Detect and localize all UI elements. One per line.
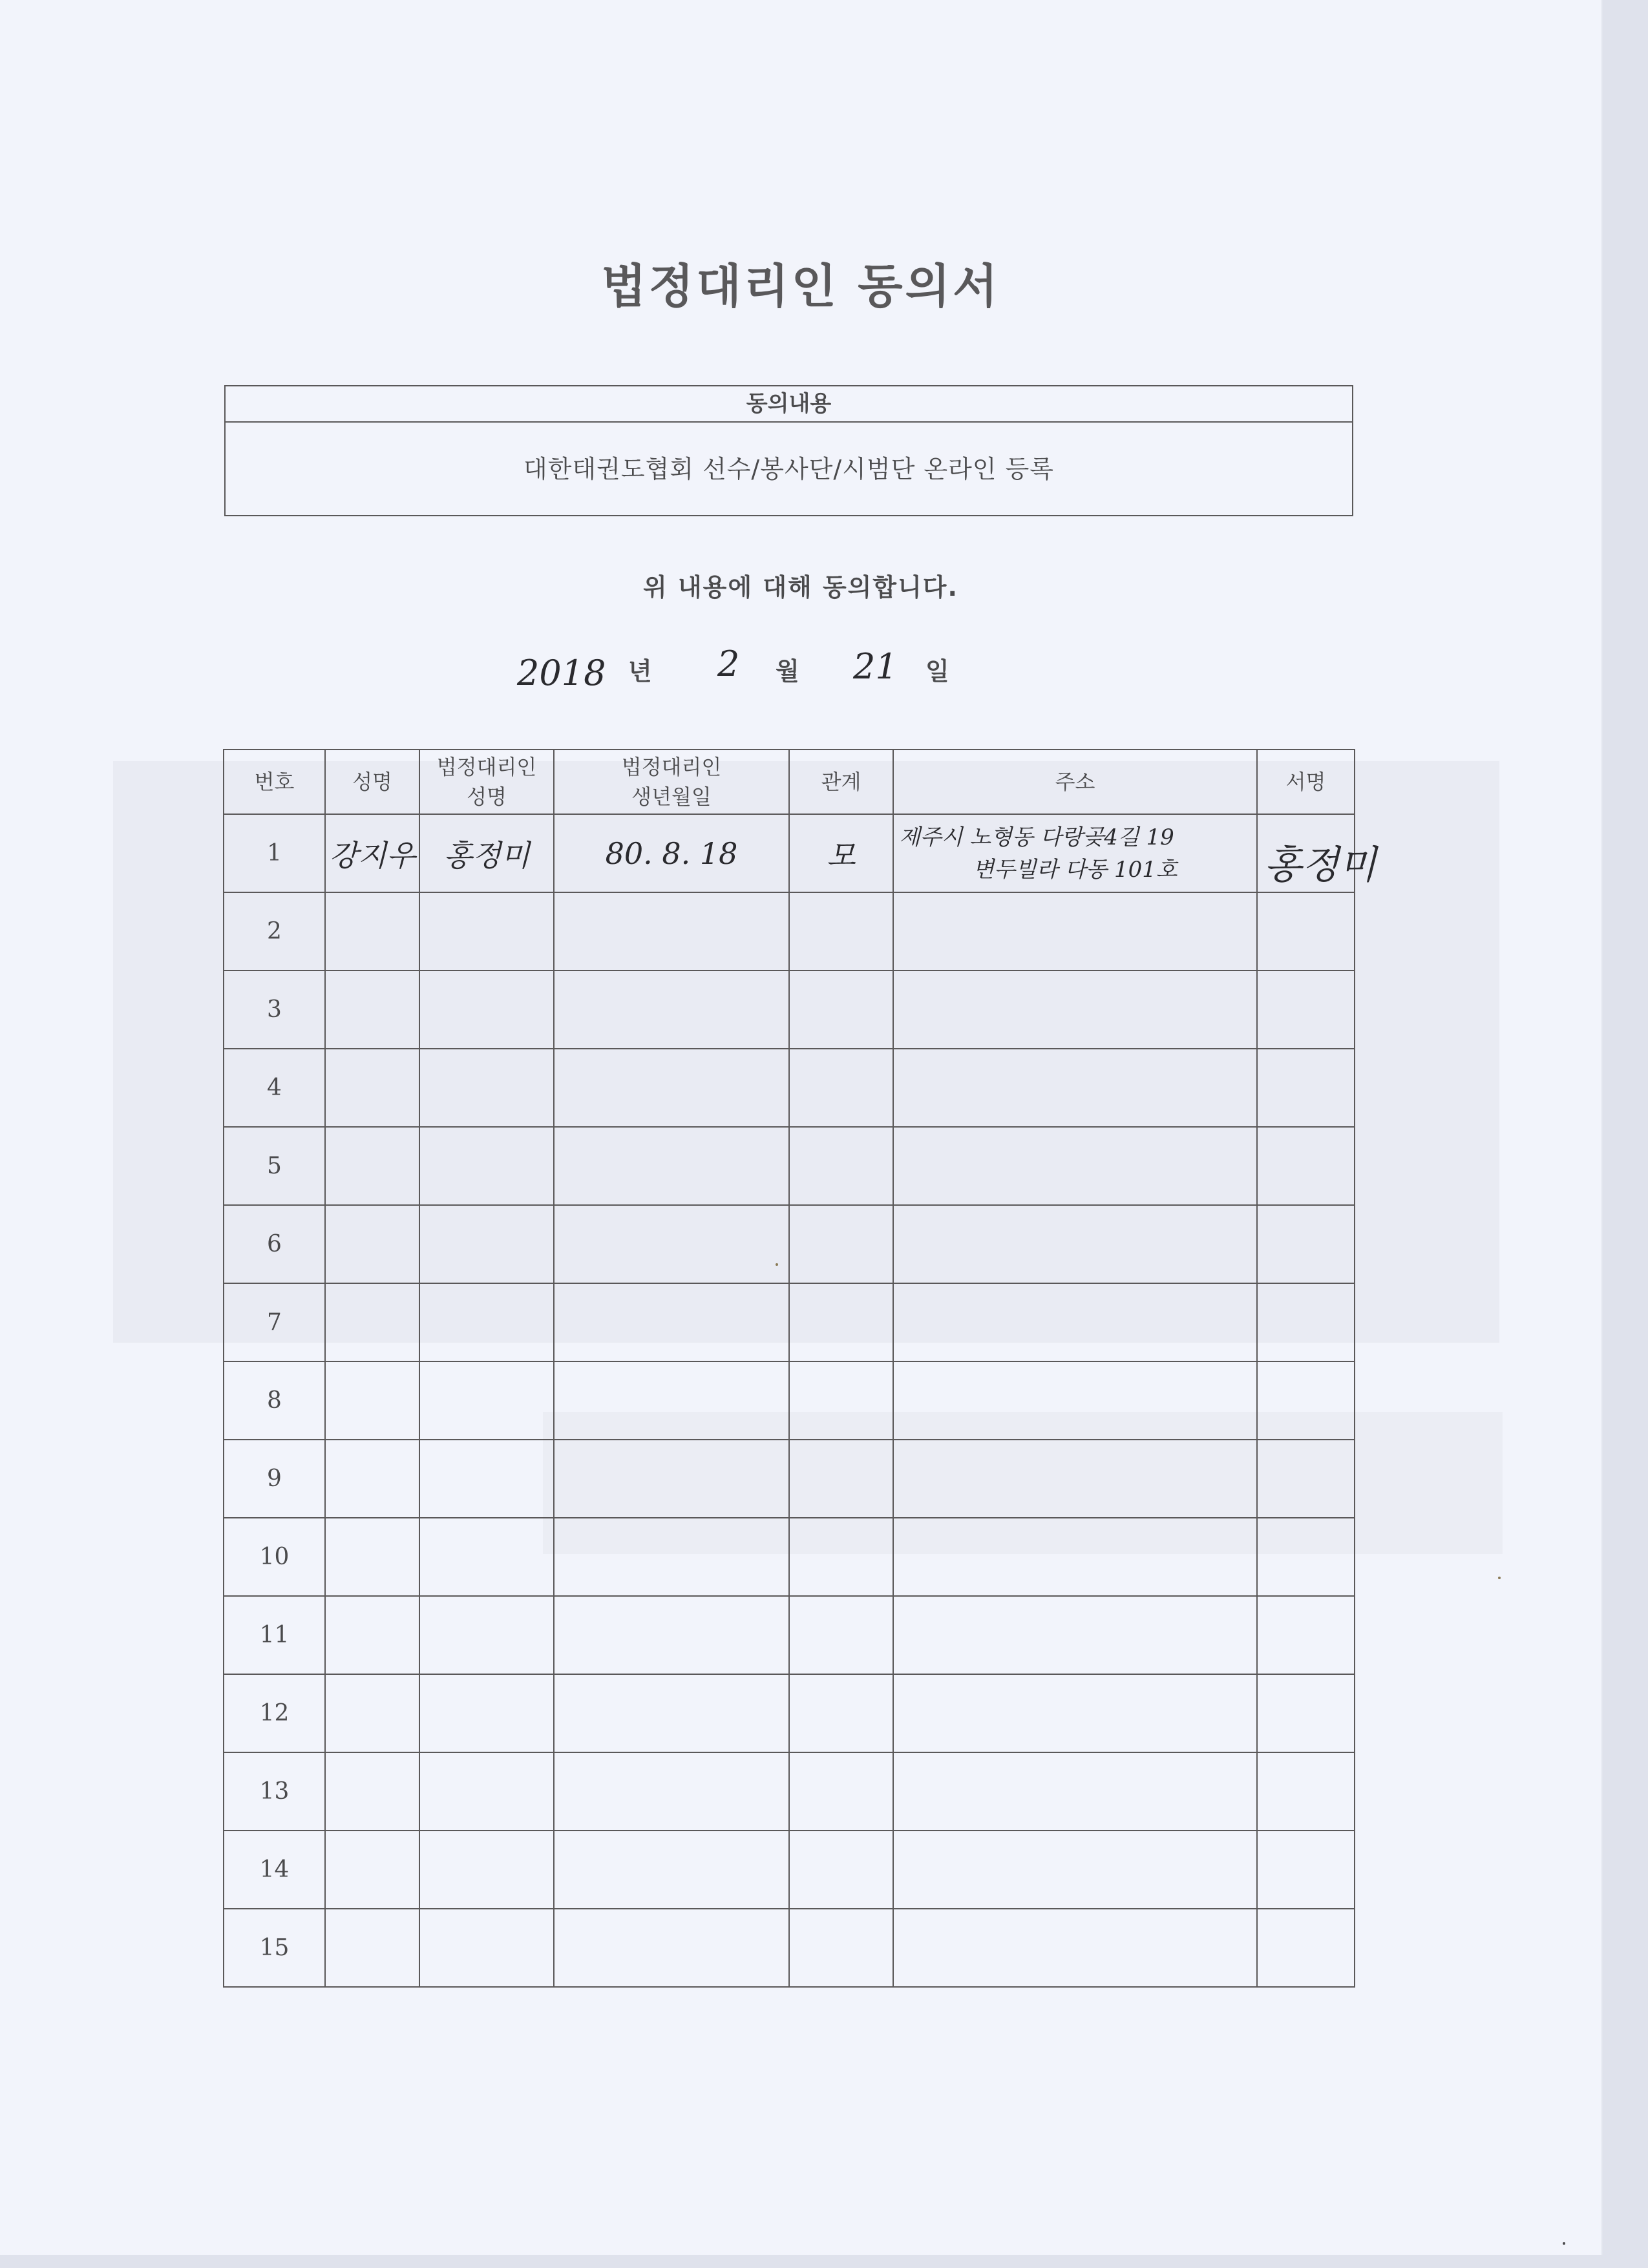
scan-speck	[776, 1263, 778, 1266]
consent-header: 동의내용	[226, 386, 1352, 423]
table-row	[224, 1361, 1355, 1440]
cell-relation	[789, 1518, 893, 1596]
cell-relation	[789, 1596, 893, 1674]
table-row	[224, 1127, 1355, 1205]
row-number: 14	[224, 1831, 325, 1909]
cell-name	[325, 1909, 419, 1987]
row-number: 12	[224, 1674, 325, 1752]
cell-name	[325, 1127, 419, 1205]
cell-address	[893, 1049, 1257, 1127]
row-number: 15	[224, 1909, 325, 1987]
agree-statement: 위 내용에 대해 동의합니다.	[643, 573, 958, 602]
date-month-handwritten: 2	[717, 644, 740, 684]
row-number: 7	[224, 1283, 325, 1361]
cell-signature	[1257, 1127, 1355, 1205]
date-year-handwritten: 2018	[517, 653, 606, 693]
table-row	[224, 1596, 1355, 1674]
cell-guardian-birth	[554, 814, 789, 892]
cell-signature	[1257, 1049, 1355, 1127]
table-row	[224, 1205, 1355, 1283]
row-number: 11	[224, 1596, 325, 1674]
header-no: 번호	[224, 750, 325, 814]
cell-signature	[1257, 1440, 1355, 1518]
cell-guardian-name	[419, 1752, 554, 1831]
cell-signature	[1257, 1361, 1355, 1440]
guardian-name-handwritten: 홍정미	[443, 837, 530, 873]
row-number: 9	[224, 1440, 325, 1518]
header-guardian-birth	[554, 750, 789, 814]
cell-guardian-name	[419, 971, 554, 1049]
cell-name	[325, 1752, 419, 1831]
cell-signature	[1257, 1674, 1355, 1752]
cell-name	[325, 1440, 419, 1518]
consent-content: 대한태권도협회 선수/봉사단/시범단 온라인 등록	[523, 455, 1054, 483]
table-row	[224, 1752, 1355, 1831]
cell-guardian-birth	[554, 1909, 789, 1987]
cell-relation	[789, 1205, 893, 1283]
table-row	[224, 1049, 1355, 1127]
cell-guardian-birth	[554, 1127, 789, 1205]
cell-guardian-name	[419, 1127, 554, 1205]
table-header-row	[224, 750, 1355, 814]
cell-address	[893, 1283, 1257, 1361]
cell-address	[893, 1909, 1257, 1987]
cell-address	[893, 1596, 1257, 1674]
cell-name	[325, 1518, 419, 1596]
cell-guardian-name	[419, 814, 554, 892]
scan-speck	[1563, 2242, 1565, 2245]
cell-address	[893, 1518, 1257, 1596]
cell-relation	[789, 1831, 893, 1909]
address-line-2: 변두빌라 다동 101호	[973, 856, 1178, 883]
header-relation: 관계	[789, 750, 893, 814]
header-name: 성명	[325, 750, 419, 814]
cell-name	[325, 1205, 419, 1283]
cell-relation	[789, 1752, 893, 1831]
cell-signature	[1257, 892, 1355, 971]
cell-address	[893, 814, 1257, 892]
cell-guardian-birth	[554, 892, 789, 971]
scan-speck	[1498, 1577, 1501, 1579]
cell-guardian-name	[419, 892, 554, 971]
guardian-birth-handwritten: 80. 8. 18	[605, 835, 738, 871]
table-row	[224, 1518, 1355, 1596]
cell-guardian-birth	[554, 1361, 789, 1440]
cell-guardian-birth	[554, 1283, 789, 1361]
cell-address	[893, 1440, 1257, 1518]
table-row	[224, 1440, 1355, 1518]
cell-guardian-birth	[554, 1752, 789, 1831]
cell-guardian-birth	[554, 1205, 789, 1283]
cell-relation	[789, 1049, 893, 1127]
cell-guardian-name	[419, 1205, 554, 1283]
cell-address	[893, 1674, 1257, 1752]
cell-guardian-name	[419, 1596, 554, 1674]
cell-name	[325, 1049, 419, 1127]
cell-guardian-name	[419, 1361, 554, 1440]
name-handwritten: 강지우	[329, 837, 416, 873]
cell-relation	[789, 1127, 893, 1205]
cell-signature	[1257, 1205, 1355, 1283]
cell-address	[893, 1205, 1257, 1283]
cell-signature	[1257, 1283, 1355, 1361]
table-row	[224, 892, 1355, 971]
cell-guardian-birth	[554, 1518, 789, 1596]
cell-address	[893, 1752, 1257, 1831]
cell-name	[325, 1674, 419, 1752]
header-address: 주소	[893, 750, 1257, 814]
date-day-label: 일	[925, 657, 949, 686]
address-line-1: 제주시 노형동 다랑곶4길 19	[899, 824, 1174, 850]
cell-guardian-birth	[554, 1674, 789, 1752]
date-day-handwritten: 21	[853, 646, 898, 687]
table-row	[224, 1283, 1355, 1361]
cell-guardian-name	[419, 1831, 554, 1909]
cell-guardian-name	[419, 1283, 554, 1361]
cell-signature	[1257, 814, 1377, 892]
guardian-roster-table	[223, 749, 1377, 1988]
row-number: 8	[224, 1361, 325, 1440]
cell-signature	[1257, 1831, 1355, 1909]
cell-address	[893, 1831, 1257, 1909]
cell-guardian-name	[419, 1674, 554, 1752]
cell-address	[893, 1127, 1257, 1205]
table-row	[224, 1674, 1355, 1752]
row-number: 10	[224, 1518, 325, 1596]
header-guardian-name-line1: 법정대리인	[436, 755, 537, 779]
consent-box	[224, 385, 1353, 516]
document-title: 법정대리인 동의서	[601, 259, 1000, 313]
cell-guardian-birth	[554, 1831, 789, 1909]
cell-relation	[789, 971, 893, 1049]
cell-guardian-name	[419, 1440, 554, 1518]
table-row	[224, 1909, 1355, 1987]
cell-guardian-birth	[554, 1440, 789, 1518]
cell-signature	[1257, 1909, 1355, 1987]
table-row	[224, 971, 1355, 1049]
cell-guardian-name	[419, 1049, 554, 1127]
header-signature: 서명	[1257, 750, 1355, 814]
row-number: 1	[224, 814, 325, 892]
cell-name	[325, 1831, 419, 1909]
cell-guardian-birth	[554, 1049, 789, 1127]
cell-relation	[789, 814, 893, 892]
cell-relation	[789, 1440, 893, 1518]
header-guardian-name-line2: 성명	[467, 784, 507, 809]
cell-name	[325, 971, 419, 1049]
cell-name	[325, 1361, 419, 1440]
cell-name	[325, 814, 419, 892]
cell-guardian-birth	[554, 971, 789, 1049]
date-month-label: 월	[776, 657, 799, 686]
cell-address	[893, 971, 1257, 1049]
cell-guardian-name	[419, 1909, 554, 1987]
header-guardian-birth-line2: 생년월일	[631, 784, 712, 809]
cell-signature	[1257, 1752, 1355, 1831]
row-number: 4	[224, 1049, 325, 1127]
cell-address	[893, 892, 1257, 971]
cell-relation	[789, 1674, 893, 1752]
cell-name	[325, 1596, 419, 1674]
header-guardian-name	[419, 750, 554, 814]
cell-signature	[1257, 971, 1355, 1049]
row-number: 3	[224, 971, 325, 1049]
cell-guardian-birth	[554, 1596, 789, 1674]
cell-signature	[1257, 1518, 1355, 1596]
cell-address	[893, 1361, 1257, 1440]
cell-relation	[789, 1909, 893, 1987]
table-row	[224, 1831, 1355, 1909]
row-number: 6	[224, 1205, 325, 1283]
relation-handwritten: 모	[827, 837, 856, 873]
cell-relation	[789, 1361, 893, 1440]
cell-name	[325, 892, 419, 971]
row-number: 13	[224, 1752, 325, 1831]
cell-signature	[1257, 1596, 1355, 1674]
header-guardian-birth-line1: 법정대리인	[621, 755, 722, 779]
cell-relation	[789, 1283, 893, 1361]
row-number: 5	[224, 1127, 325, 1205]
row-number: 2	[224, 892, 325, 971]
date-year-label: 년	[628, 657, 652, 686]
cell-relation	[789, 892, 893, 971]
cell-name	[325, 1283, 419, 1361]
table-row	[224, 814, 1355, 892]
signature-handwritten: 홍정미	[1264, 843, 1377, 888]
cell-guardian-name	[419, 1518, 554, 1596]
